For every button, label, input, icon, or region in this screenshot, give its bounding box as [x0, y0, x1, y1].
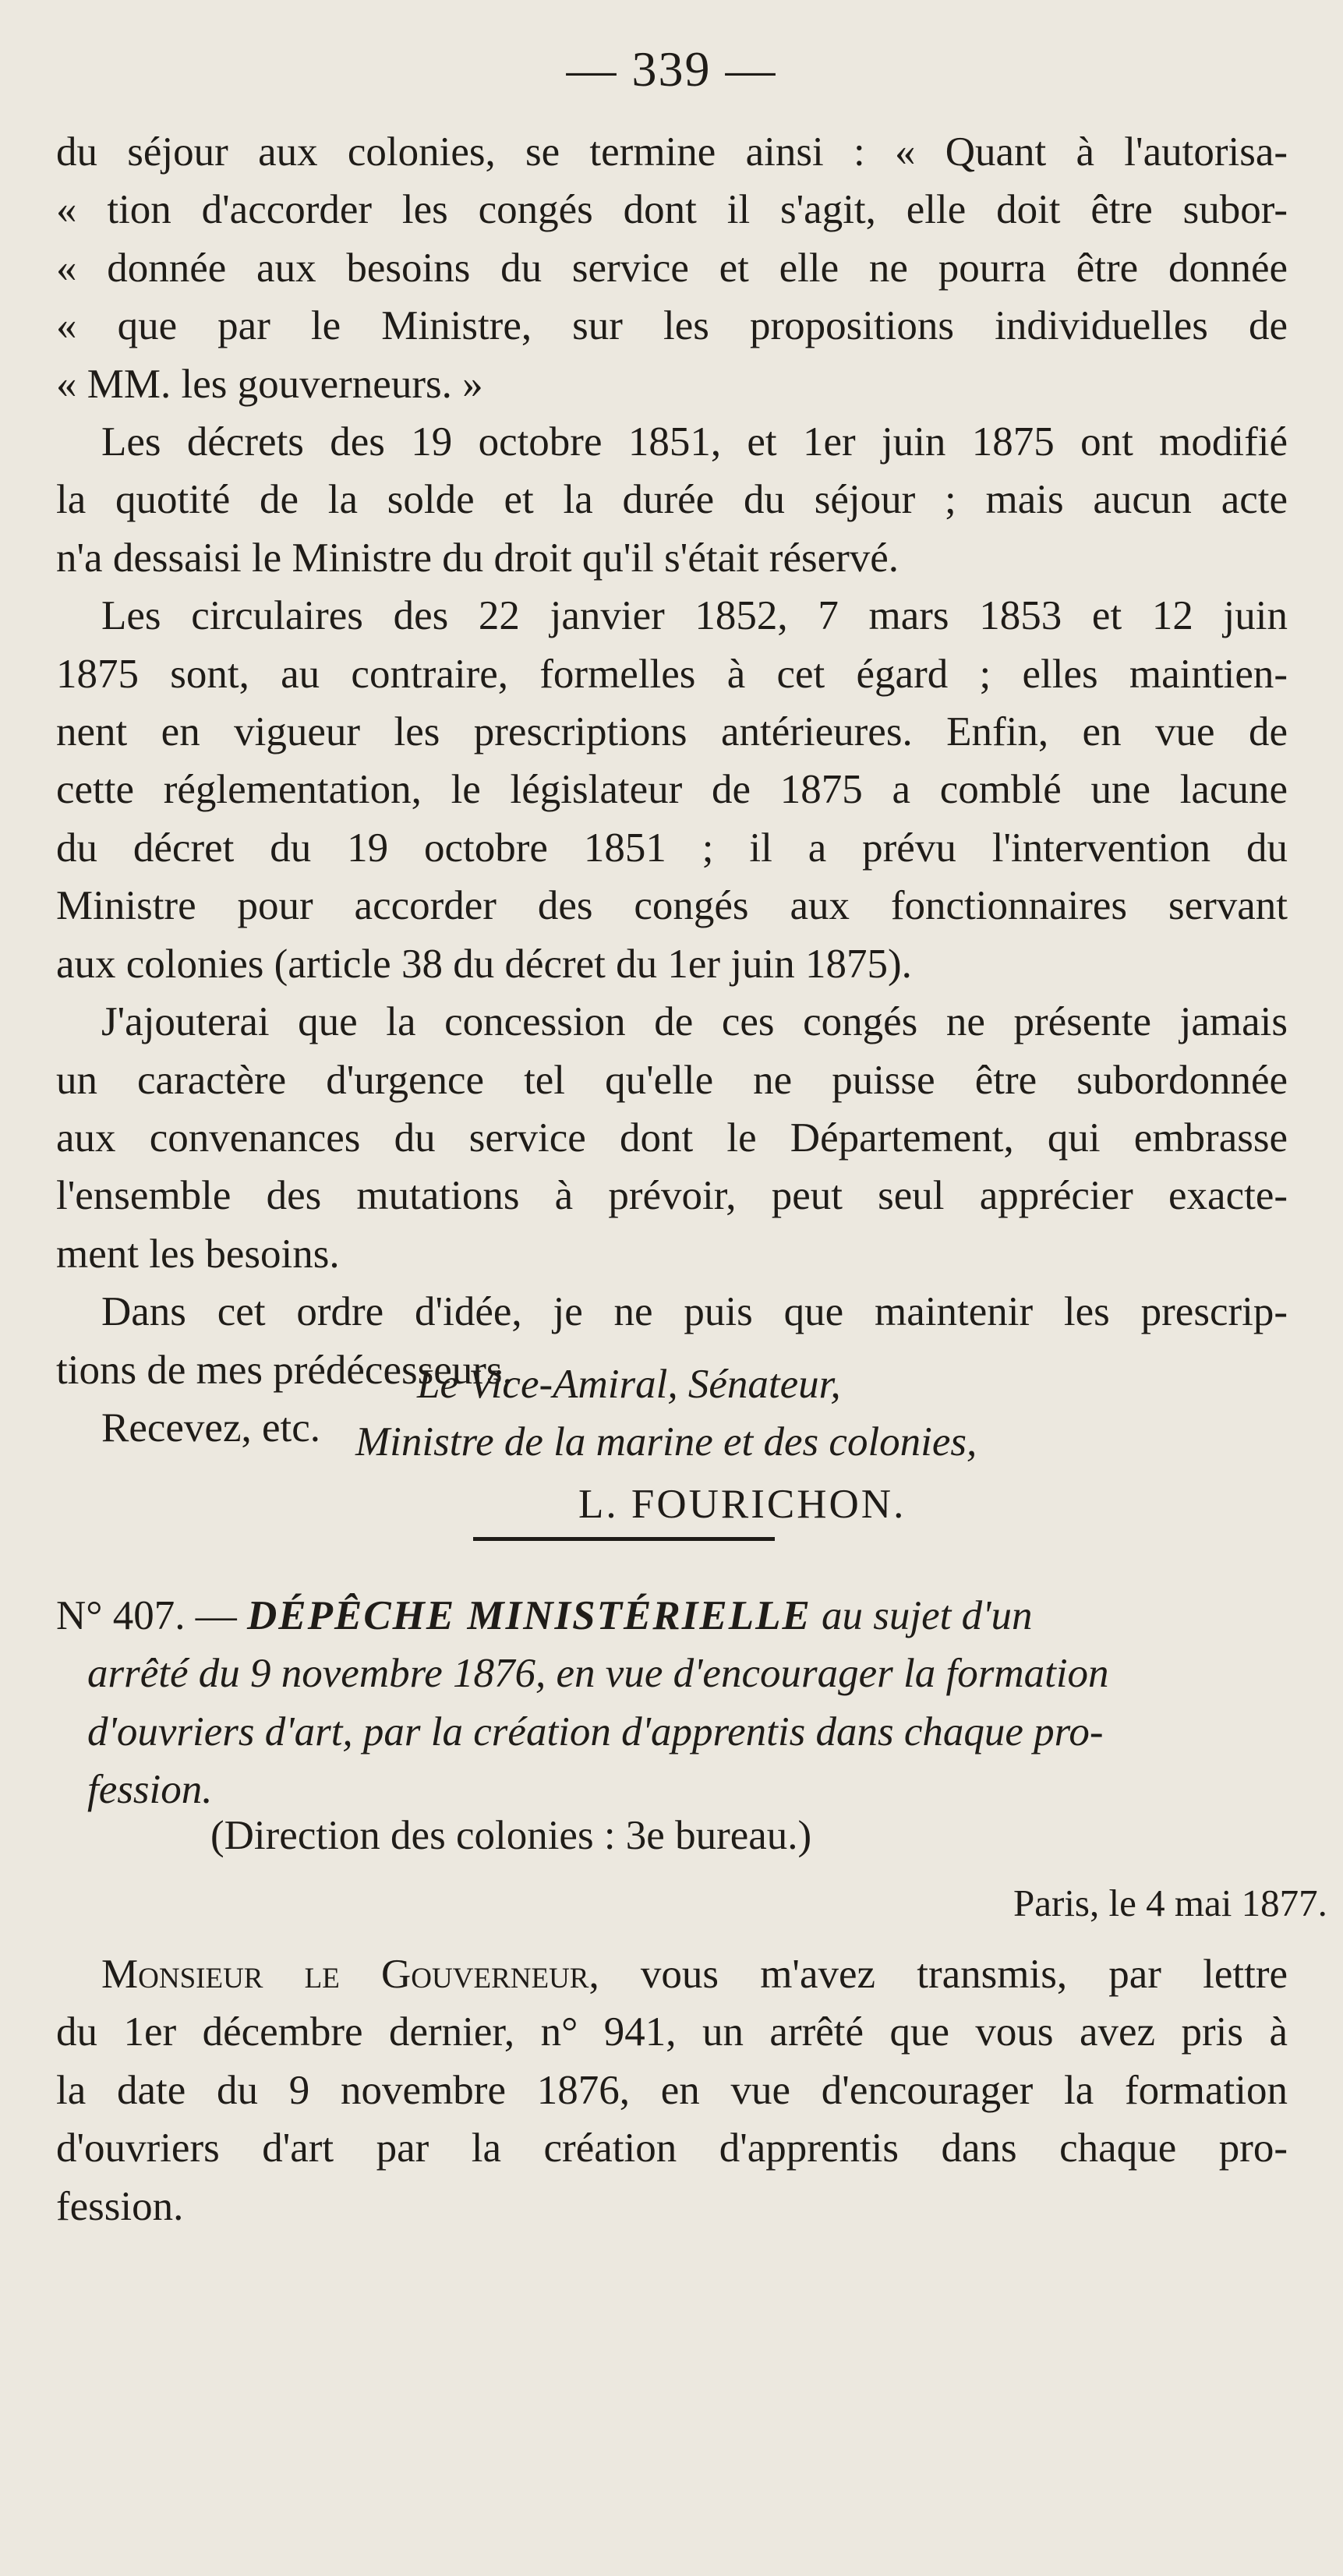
text-line: 1875 sont, au contraire, formelles à cet égard ; elles maintien-	[56, 651, 1288, 697]
text-line: « MM. les gouverneurs. »	[56, 361, 483, 407]
text-line: du séjour aux colonies, se termine ainsi : « Quant à l'autorisa-	[56, 129, 1288, 175]
dispatch-subject-line: fession.	[87, 1767, 213, 1813]
dispatch-title: DÉPÊCHE MINISTÉRIELLE	[246, 1593, 811, 1638]
text-fragment: vous m'avez transmis, par lettre	[599, 1952, 1288, 1997]
section-divider	[473, 1537, 775, 1541]
dispatch-heading	[56, 1587, 1295, 1819]
text-line: « que par le Ministre, sur les propositions individuelles de	[56, 303, 1288, 349]
text-line: « tion d'accorder les congés dont il s'agit, elle doit être subor-	[56, 187, 1288, 233]
text-line: un caractère d'urgence tel qu'elle ne puisse être subordonnée	[56, 1057, 1288, 1103]
text-line: aux colonies (article 38 du décret du 1er juin 1875).	[56, 941, 912, 987]
dispatch-date: Paris, le 4 mai 1877.	[1013, 1882, 1327, 1924]
text-line: la date du 9 novembre 1876, en vue d'encourager la formation	[56, 2067, 1288, 2113]
text-line: l'ensemble des mutations à prévoir, peut seul apprécier exacte-	[56, 1173, 1288, 1219]
text-line: tions de mes prédécesseurs.	[56, 1347, 513, 1393]
text-line	[56, 1945, 1288, 2003]
dispatch-subject-line: d'ouvriers d'art, par la création d'apprentis dans chaque pro-	[87, 1708, 1104, 1754]
text-line: cette réglementation, le législateur de 1875 a comblé une lacune	[56, 767, 1288, 813]
signature-name: L. FOURICHON.	[578, 1482, 907, 1527]
text-line: Recevez, etc.	[101, 1405, 320, 1451]
text-line: ment les besoins.	[56, 1231, 340, 1277]
page-number: — 339 —	[566, 41, 777, 97]
text-line: fession.	[56, 2183, 184, 2229]
text-line: Les décrets des 19 octobre 1851, et 1er juin 1875 ont modifié	[101, 419, 1288, 465]
signature-title: Le Vice-Amiral, Sénateur,	[417, 1362, 841, 1407]
text-line: la quotité de la solde et la durée du séjour ; mais aucun acte	[56, 477, 1288, 523]
body-text-continuation	[56, 123, 1288, 1457]
text-line: Les circulaires des 22 janvier 1852, 7 mars 1853 et 12 juin	[101, 593, 1288, 639]
text-line: nent en vigueur les prescriptions antérieures. Enfin, en vue de	[56, 709, 1288, 755]
text-line: du décret du 19 octobre 1851 ; il a prévu l'intervention du	[56, 825, 1288, 871]
text-line: du 1er décembre dernier, n° 941, un arrêté que vous avez pris à	[56, 2009, 1288, 2055]
dispatch-subject-start: au sujet d'un	[822, 1593, 1033, 1638]
text-line: d'ouvriers d'art par la création d'apprentis dans chaque pro-	[56, 2125, 1288, 2171]
text-line: n'a dessaisi le Ministre du droit qu'il s'était réservé.	[56, 535, 899, 581]
text-line: Dans cet ordre d'idée, je ne puis que maintenir les prescrip-	[101, 1289, 1288, 1335]
direction-note: (Direction des colonies : 3e bureau.)	[210, 1813, 812, 1858]
salutation: Monsieur le Gouverneur,	[101, 1952, 599, 1997]
text-line: « donnée aux besoins du service et elle ne pourra être donnée	[56, 245, 1288, 291]
text-line: J'ajouterai que la concession de ces congés ne présente jamais	[101, 999, 1288, 1045]
dispatch-number: N° 407. —	[56, 1593, 237, 1638]
signature-office: Ministre de la marine et des colonies,	[355, 1419, 977, 1465]
letter-body	[56, 1945, 1288, 2235]
text-line: Ministre pour accorder des congés aux fonctionnaires servant	[56, 883, 1288, 929]
text-line: aux convenances du service dont le Département, qui embrasse	[56, 1115, 1288, 1161]
dispatch-subject-line: arrêté du 9 novembre 1876, en vue d'encourager la formation	[87, 1651, 1109, 1697]
